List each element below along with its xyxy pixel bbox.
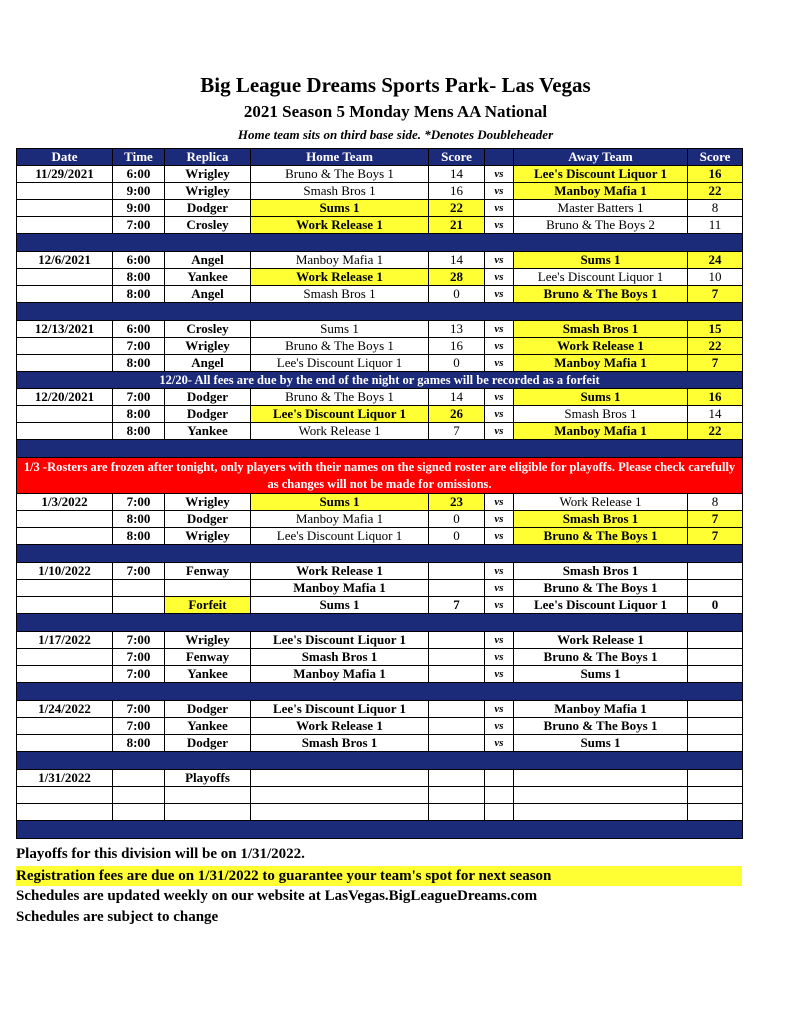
home-team-cell: Manboy Mafia 1 — [251, 580, 429, 597]
week-separator — [17, 234, 743, 252]
vs-cell: vs — [485, 166, 514, 183]
col-header-date: Date — [17, 149, 113, 166]
replica-cell: Wrigley — [165, 338, 251, 355]
date-cell — [17, 217, 113, 234]
vs-cell: vs — [485, 735, 514, 752]
vs-cell: vs — [485, 183, 514, 200]
away-score-cell: 7 — [688, 511, 743, 528]
home-team-cell — [251, 804, 429, 821]
game-row — [17, 528, 743, 545]
home-team-cell: Bruno & The Boys 1 — [251, 166, 429, 183]
away-team-cell: Sums 1 — [514, 735, 688, 752]
time-cell: 6:00 — [113, 166, 165, 183]
footer-playoffs: Playoffs for this division will be on 1/31/2022. — [16, 846, 305, 862]
home-score-cell — [429, 804, 485, 821]
week-separator — [17, 683, 743, 701]
footer-disclaimer: Schedules are subject to change — [16, 909, 219, 925]
replica-cell: Playoffs — [165, 770, 251, 787]
home-score-cell — [429, 787, 485, 804]
home-score-cell: 14 — [429, 252, 485, 269]
time-cell: 7:00 — [113, 666, 165, 683]
date-cell — [17, 649, 113, 666]
vs-cell: vs — [485, 321, 514, 338]
home-score-cell: 0 — [429, 511, 485, 528]
date-cell — [17, 580, 113, 597]
time-cell: 6:00 — [113, 252, 165, 269]
game-row — [17, 597, 743, 614]
home-team-cell: Work Release 1 — [251, 563, 429, 580]
away-team-cell: Manboy Mafia 1 — [514, 355, 688, 372]
game-row — [17, 355, 743, 372]
time-cell: 7:00 — [113, 389, 165, 406]
game-row — [17, 666, 743, 683]
roster-alert: 1/3 -Rosters are frozen after tonight, only players with their names on the signed roster are eligible for playoffs. Please check carefully as changes will not be made for omissions. — [17, 458, 743, 494]
vs-cell: vs — [485, 528, 514, 545]
time-cell: 8:00 — [113, 423, 165, 440]
separator-cell — [17, 545, 743, 563]
vs-cell: vs — [485, 286, 514, 303]
game-row — [17, 718, 743, 735]
home-score-cell — [429, 632, 485, 649]
away-score-cell: 24 — [688, 252, 743, 269]
home-team-cell: Lee's Discount Liquor 1 — [251, 355, 429, 372]
separator-cell — [17, 440, 743, 458]
time-cell: 7:00 — [113, 632, 165, 649]
away-team-cell: Bruno & The Boys 1 — [514, 649, 688, 666]
page-subtitle: 2021 Season 5 Monday Mens AA National — [243, 102, 548, 121]
date-cell — [17, 787, 113, 804]
vs-cell: vs — [485, 649, 514, 666]
away-score-cell: 7 — [688, 286, 743, 303]
separator-cell — [17, 234, 743, 252]
week-separator — [17, 303, 743, 321]
separator-cell — [17, 303, 743, 321]
game-row — [17, 701, 743, 718]
away-team-cell: Work Release 1 — [514, 494, 688, 511]
vs-cell: vs — [485, 597, 514, 614]
replica-cell: Angel — [165, 355, 251, 372]
away-score-cell: 22 — [688, 183, 743, 200]
page-note: Home team sits on third base side. *Denotes Doubleheader — [237, 127, 554, 142]
date-cell: 12/6/2021 — [17, 252, 113, 269]
game-row — [17, 200, 743, 217]
away-score-cell: 10 — [688, 269, 743, 286]
time-cell — [113, 804, 165, 821]
home-score-cell: 13 — [429, 321, 485, 338]
home-team-cell: Lee's Discount Liquor 1 — [251, 406, 429, 423]
home-team-cell: Lee's Discount Liquor 1 — [251, 528, 429, 545]
home-score-cell: 16 — [429, 183, 485, 200]
date-cell: 12/20/2021 — [17, 389, 113, 406]
separator-cell — [17, 683, 743, 701]
replica-cell: Wrigley — [165, 183, 251, 200]
vs-cell: vs — [485, 355, 514, 372]
replica-cell: Angel — [165, 252, 251, 269]
week-separator — [17, 545, 743, 563]
time-cell: 8:00 — [113, 355, 165, 372]
time-cell: 7:00 — [113, 494, 165, 511]
date-cell — [17, 355, 113, 372]
col-header-home-score: Score — [429, 149, 485, 166]
home-score-cell — [429, 735, 485, 752]
away-team-cell: Bruno & The Boys 1 — [514, 580, 688, 597]
vs-cell: vs — [485, 338, 514, 355]
away-team-cell: Smash Bros 1 — [514, 406, 688, 423]
week-separator — [17, 440, 743, 458]
home-score-cell: 28 — [429, 269, 485, 286]
home-team-cell: Work Release 1 — [251, 423, 429, 440]
home-team-cell — [251, 787, 429, 804]
col-header-time: Time — [113, 149, 165, 166]
away-score-cell — [688, 701, 743, 718]
game-row — [17, 787, 743, 804]
time-cell: 8:00 — [113, 528, 165, 545]
home-team-cell — [251, 770, 429, 787]
home-score-cell: 14 — [429, 166, 485, 183]
replica-cell: Yankee — [165, 718, 251, 735]
away-score-cell — [688, 563, 743, 580]
away-score-cell: 15 — [688, 321, 743, 338]
time-cell: 7:00 — [113, 718, 165, 735]
replica-cell: Fenway — [165, 563, 251, 580]
away-score-cell — [688, 804, 743, 821]
date-cell: 1/24/2022 — [17, 701, 113, 718]
home-team-cell: Smash Bros 1 — [251, 183, 429, 200]
home-team-cell: Sums 1 — [251, 321, 429, 338]
vs-cell: vs — [485, 252, 514, 269]
vs-cell: vs — [485, 217, 514, 234]
time-cell: 8:00 — [113, 406, 165, 423]
week-separator — [17, 614, 743, 632]
game-row — [17, 286, 743, 303]
time-cell — [113, 770, 165, 787]
away-team-cell: Manboy Mafia 1 — [514, 183, 688, 200]
replica-cell — [165, 804, 251, 821]
vs-cell: vs — [485, 563, 514, 580]
away-team-cell: Bruno & The Boys 1 — [514, 286, 688, 303]
vs-cell: vs — [485, 389, 514, 406]
date-cell — [17, 286, 113, 303]
home-team-cell: Bruno & The Boys 1 — [251, 389, 429, 406]
home-score-cell: 7 — [429, 597, 485, 614]
time-cell — [113, 580, 165, 597]
away-team-cell: Bruno & The Boys 1 — [514, 528, 688, 545]
replica-cell — [165, 580, 251, 597]
home-team-cell: Sums 1 — [251, 200, 429, 217]
replica-cell: Dodger — [165, 406, 251, 423]
week-separator — [17, 752, 743, 770]
away-score-cell: 8 — [688, 200, 743, 217]
away-team-cell: Sums 1 — [514, 389, 688, 406]
separator-cell — [17, 752, 743, 770]
date-cell — [17, 423, 113, 440]
date-cell — [17, 528, 113, 545]
date-cell: 1/17/2022 — [17, 632, 113, 649]
away-team-cell: Lee's Discount Liquor 1 — [514, 269, 688, 286]
game-row — [17, 252, 743, 269]
away-team-cell: Sums 1 — [514, 252, 688, 269]
date-cell — [17, 597, 113, 614]
home-team-cell: Smash Bros 1 — [251, 286, 429, 303]
separator-cell — [17, 821, 743, 839]
away-score-cell: 16 — [688, 389, 743, 406]
time-cell: 7:00 — [113, 338, 165, 355]
time-cell: 8:00 — [113, 735, 165, 752]
separator-cell — [17, 614, 743, 632]
game-row — [17, 735, 743, 752]
time-cell: 9:00 — [113, 183, 165, 200]
page-title: Big League Dreams Sports Park- Las Vegas — [200, 73, 591, 97]
game-row — [17, 321, 743, 338]
replica-cell: Dodger — [165, 701, 251, 718]
home-score-cell: 14 — [429, 389, 485, 406]
time-cell: 9:00 — [113, 200, 165, 217]
vs-cell: vs — [485, 423, 514, 440]
home-score-cell — [429, 718, 485, 735]
col-header-away-score: Score — [688, 149, 743, 166]
game-row — [17, 217, 743, 234]
date-cell — [17, 666, 113, 683]
time-cell: 8:00 — [113, 511, 165, 528]
date-cell — [17, 200, 113, 217]
date-cell — [17, 406, 113, 423]
date-cell: 1/31/2022 — [17, 770, 113, 787]
time-cell: 8:00 — [113, 269, 165, 286]
fee-notice: 12/20- All fees are due by the end of the night or games will be recorded as a forfeit — [17, 372, 743, 389]
game-row — [17, 563, 743, 580]
footer-registration: Registration fees are due on 1/31/2022 to guarantee your team's spot for next season — [16, 866, 742, 886]
date-cell: 1/3/2022 — [17, 494, 113, 511]
game-row — [17, 494, 743, 511]
home-score-cell: 21 — [429, 217, 485, 234]
game-row — [17, 389, 743, 406]
col-header-vs — [485, 149, 514, 166]
away-team-cell: Bruno & The Boys 1 — [514, 718, 688, 735]
date-cell — [17, 269, 113, 286]
home-team-cell: Smash Bros 1 — [251, 735, 429, 752]
home-team-cell: Lee's Discount Liquor 1 — [251, 632, 429, 649]
time-cell — [113, 787, 165, 804]
vs-cell: vs — [485, 269, 514, 286]
away-score-cell: 8 — [688, 494, 743, 511]
vs-cell: vs — [485, 632, 514, 649]
away-team-cell: Sums 1 — [514, 666, 688, 683]
replica-cell: Forfeit — [165, 597, 251, 614]
replica-cell: Wrigley — [165, 166, 251, 183]
replica-cell: Yankee — [165, 423, 251, 440]
away-score-cell — [688, 770, 743, 787]
home-team-cell: Sums 1 — [251, 597, 429, 614]
away-score-cell: 11 — [688, 217, 743, 234]
away-score-cell — [688, 787, 743, 804]
replica-cell: Angel — [165, 286, 251, 303]
home-score-cell: 26 — [429, 406, 485, 423]
vs-cell — [485, 770, 514, 787]
away-team-cell: Manboy Mafia 1 — [514, 701, 688, 718]
away-score-cell — [688, 666, 743, 683]
away-score-cell — [688, 580, 743, 597]
time-cell: 7:00 — [113, 701, 165, 718]
home-score-cell: 23 — [429, 494, 485, 511]
home-team-cell: Smash Bros 1 — [251, 649, 429, 666]
home-score-cell: 0 — [429, 355, 485, 372]
date-cell: 1/10/2022 — [17, 563, 113, 580]
away-score-cell: 7 — [688, 528, 743, 545]
home-score-cell: 16 — [429, 338, 485, 355]
away-score-cell — [688, 649, 743, 666]
time-cell: 7:00 — [113, 649, 165, 666]
away-team-cell: Work Release 1 — [514, 632, 688, 649]
header-row — [17, 149, 743, 166]
away-team-cell — [514, 770, 688, 787]
home-score-cell: 22 — [429, 200, 485, 217]
vs-cell: vs — [485, 511, 514, 528]
col-header-replica: Replica — [165, 149, 251, 166]
vs-cell: vs — [485, 200, 514, 217]
date-cell — [17, 511, 113, 528]
home-score-cell — [429, 701, 485, 718]
replica-cell: Crosley — [165, 217, 251, 234]
vs-cell: vs — [485, 580, 514, 597]
home-team-cell: Manboy Mafia 1 — [251, 511, 429, 528]
away-score-cell: 16 — [688, 166, 743, 183]
replica-cell: Yankee — [165, 269, 251, 286]
away-team-cell — [514, 804, 688, 821]
home-team-cell: Manboy Mafia 1 — [251, 252, 429, 269]
home-team-cell: Sums 1 — [251, 494, 429, 511]
vs-cell: vs — [485, 701, 514, 718]
date-cell — [17, 735, 113, 752]
vs-cell: vs — [485, 666, 514, 683]
game-row — [17, 423, 743, 440]
home-score-cell: 0 — [429, 286, 485, 303]
away-score-cell: 22 — [688, 338, 743, 355]
away-score-cell — [688, 632, 743, 649]
home-score-cell — [429, 649, 485, 666]
replica-cell: Crosley — [165, 321, 251, 338]
home-score-cell — [429, 563, 485, 580]
game-row — [17, 511, 743, 528]
fee-notice-row — [17, 372, 743, 389]
schedule-body — [17, 166, 743, 839]
time-cell: 6:00 — [113, 321, 165, 338]
home-team-cell: Manboy Mafia 1 — [251, 666, 429, 683]
away-score-cell: 14 — [688, 406, 743, 423]
vs-cell: vs — [485, 718, 514, 735]
away-team-cell: Smash Bros 1 — [514, 563, 688, 580]
week-separator — [17, 821, 743, 839]
game-row — [17, 632, 743, 649]
home-team-cell: Work Release 1 — [251, 269, 429, 286]
away-team-cell: Bruno & The Boys 2 — [514, 217, 688, 234]
vs-cell — [485, 787, 514, 804]
home-score-cell — [429, 666, 485, 683]
game-row — [17, 183, 743, 200]
away-team-cell — [514, 787, 688, 804]
schedule-table — [16, 148, 743, 839]
date-cell: 11/29/2021 — [17, 166, 113, 183]
game-row — [17, 770, 743, 787]
replica-cell: Dodger — [165, 389, 251, 406]
game-row — [17, 166, 743, 183]
date-cell — [17, 804, 113, 821]
away-team-cell: Smash Bros 1 — [514, 321, 688, 338]
replica-cell: Dodger — [165, 200, 251, 217]
replica-cell: Dodger — [165, 511, 251, 528]
time-cell: 8:00 — [113, 286, 165, 303]
away-team-cell: Lee's Discount Liquor 1 — [514, 166, 688, 183]
away-score-cell: 7 — [688, 355, 743, 372]
home-score-cell: 0 — [429, 528, 485, 545]
date-cell — [17, 338, 113, 355]
footer-website: Schedules are updated weekly on our website at LasVegas.BigLeagueDreams.com — [16, 888, 538, 904]
home-team-cell: Bruno & The Boys 1 — [251, 338, 429, 355]
replica-cell: Yankee — [165, 666, 251, 683]
away-score-cell — [688, 735, 743, 752]
replica-cell: Dodger — [165, 735, 251, 752]
game-row — [17, 649, 743, 666]
game-row — [17, 269, 743, 286]
date-cell — [17, 183, 113, 200]
replica-cell — [165, 787, 251, 804]
home-team-cell: Work Release 1 — [251, 718, 429, 735]
col-header-away-team: Away Team — [514, 149, 688, 166]
away-team-cell: Manboy Mafia 1 — [514, 423, 688, 440]
home-team-cell: Lee's Discount Liquor 1 — [251, 701, 429, 718]
col-header-home-team: Home Team — [251, 149, 429, 166]
home-score-cell: 7 — [429, 423, 485, 440]
away-score-cell: 22 — [688, 423, 743, 440]
away-team-cell: Master Batters 1 — [514, 200, 688, 217]
vs-cell: vs — [485, 494, 514, 511]
replica-cell: Fenway — [165, 649, 251, 666]
time-cell: 7:00 — [113, 217, 165, 234]
date-cell — [17, 718, 113, 735]
away-team-cell: Lee's Discount Liquor 1 — [514, 597, 688, 614]
game-row — [17, 406, 743, 423]
time-cell: 7:00 — [113, 563, 165, 580]
vs-cell — [485, 804, 514, 821]
time-cell — [113, 597, 165, 614]
away-team-cell: Smash Bros 1 — [514, 511, 688, 528]
game-row — [17, 580, 743, 597]
replica-cell: Wrigley — [165, 494, 251, 511]
away-score-cell: 0 — [688, 597, 743, 614]
replica-cell: Wrigley — [165, 632, 251, 649]
roster-alert-row — [17, 458, 743, 494]
replica-cell: Wrigley — [165, 528, 251, 545]
away-score-cell — [688, 718, 743, 735]
vs-cell: vs — [485, 406, 514, 423]
game-row — [17, 338, 743, 355]
date-cell: 12/13/2021 — [17, 321, 113, 338]
away-team-cell: Work Release 1 — [514, 338, 688, 355]
home-score-cell — [429, 580, 485, 597]
home-score-cell — [429, 770, 485, 787]
game-row — [17, 804, 743, 821]
home-team-cell: Work Release 1 — [251, 217, 429, 234]
